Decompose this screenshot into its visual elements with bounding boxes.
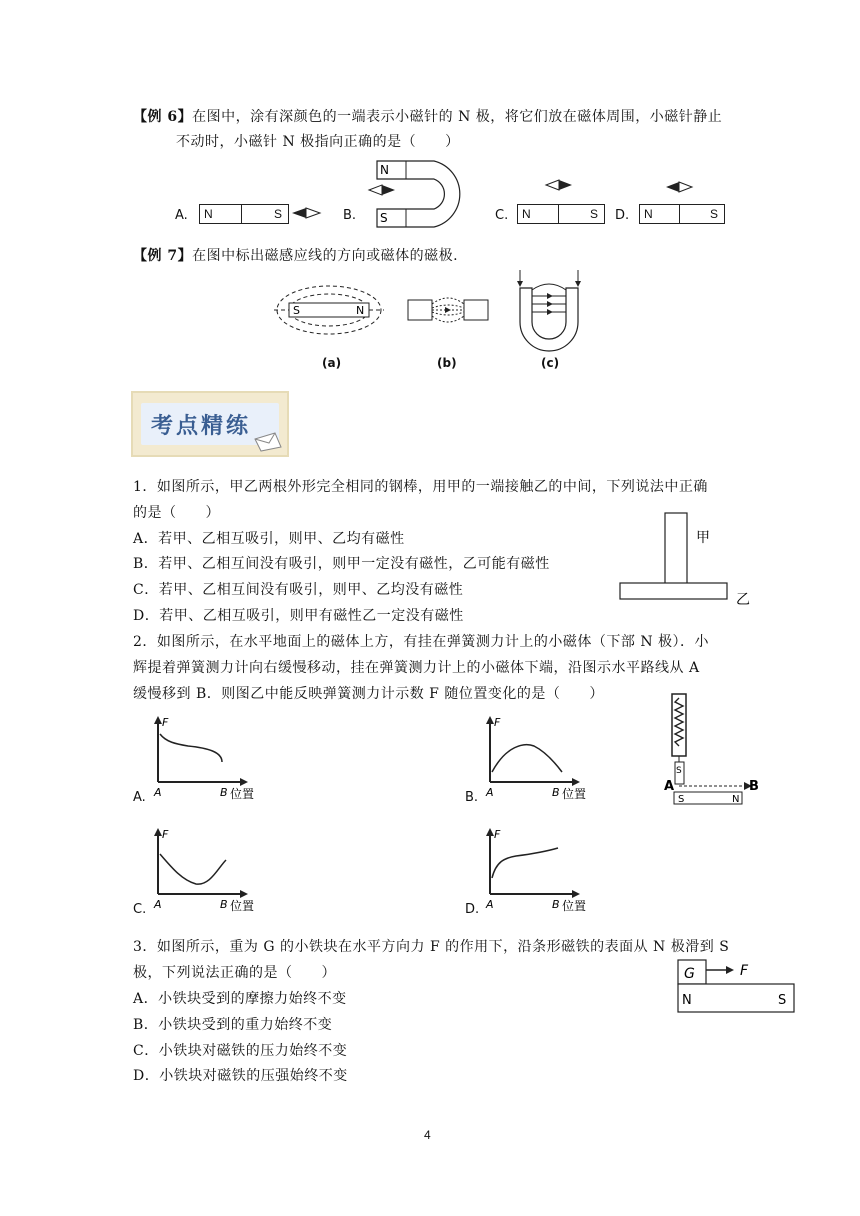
example-7-text: 在图中标出磁感应线的方向或磁体的磁极. [192, 248, 459, 264]
q2-b-end-label: B [552, 786, 560, 799]
q2-graph-c [148, 828, 268, 914]
q2-spring-scale-apparatus [662, 690, 762, 808]
ex6-c-bar-magnet [517, 204, 605, 224]
q1-label-jia: 甲 [696, 530, 710, 546]
q2-a-end-label: B [220, 786, 228, 799]
ex6-d-bar-magnet [639, 204, 725, 224]
q3-option-b: B．小铁块受到的重力始终不变 [133, 1017, 333, 1033]
q2-graph-a [148, 716, 268, 802]
ex7-a-s-label: S [293, 304, 300, 317]
q3-n-label: N [682, 993, 692, 1008]
q1-line-2: 的是（ ） [133, 505, 220, 521]
q2-line-3: 缓慢移到 B．则图乙中能反映弹簧测力计示数 F 随位置变化的是（ ） [133, 686, 604, 702]
q2-d-axis-label: 位置 [562, 899, 587, 913]
q2-c-start-label: A [154, 898, 162, 911]
q3-option-d: D．小铁块对磁铁的压强始终不变 [133, 1068, 348, 1084]
q2-graph-d [480, 828, 600, 914]
q2-d-start-label: A [486, 898, 494, 911]
ex6-c-n-pole: N [518, 205, 559, 223]
q3-option-c: C．小铁块对磁铁的压力始终不变 [133, 1043, 348, 1059]
section-title: 考点精练 [151, 413, 252, 439]
ex7-caption-c: (c) [541, 356, 560, 370]
q2-option-b: B. [465, 790, 479, 805]
ex6-c-compass-needle [546, 179, 574, 191]
ex6-d-s-pole: S [709, 207, 718, 221]
ex7-figure-b-field-lines [408, 294, 488, 326]
ex6-option-c: C. [495, 208, 509, 223]
q2-a-start-label: A [154, 786, 162, 799]
ex6-a-bar-magnet [199, 204, 289, 224]
envelope-icon [253, 431, 283, 453]
ex6-a-s-pole: S [273, 207, 282, 221]
q2-b-axis-label: 位置 [562, 787, 587, 801]
ex7-a-n-label: N [356, 304, 365, 317]
q1-option-a: A．若甲、乙相互吸引，则甲、乙均有磁性 [133, 531, 405, 547]
section-title-badge [131, 391, 289, 457]
q2-a-axis-label: 位置 [230, 787, 255, 801]
q2-ground-magnet-n: N [732, 794, 740, 805]
q2-line-2: 辉提着弹簧测力计向右缓慢移动，挂在弹簧测力计上的小磁体下端，沿图示水平路线从 A [133, 660, 700, 676]
example-6-line-1 [133, 106, 722, 126]
ex6-b-n-label: N [380, 163, 389, 177]
q2-d-end-label: B [552, 898, 560, 911]
ex6-d-compass-needle [666, 181, 694, 193]
q1-option-d: D．若甲、乙相互吸引，则甲有磁性乙一定没有磁性 [133, 608, 464, 624]
q1-label-yi: 乙 [736, 592, 750, 608]
ex7-caption-a: (a) [322, 356, 342, 370]
ex7-figure-c-u-magnet [512, 266, 586, 354]
q2-c-f-label: F [162, 828, 169, 841]
q3-line-2: 极，下列说法正确的是（ ） [133, 965, 336, 981]
q2-point-a: A [664, 779, 675, 794]
ex6-option-a: A. [175, 208, 188, 223]
q2-c-axis-label: 位置 [230, 899, 255, 913]
q3-option-a: A．小铁块受到的摩擦力始终不变 [133, 991, 347, 1007]
q2-ground-magnet-s: S [678, 794, 685, 805]
example-6-line-2: 不动时，小磁针 N 极指向正确的是（ ） [176, 134, 460, 150]
q3-g-label: G [684, 966, 695, 982]
example-6-text: 在图中，涂有深颜色的一端表示小磁针的 N 极，将它们放在磁体周围，小磁针静止 [192, 109, 723, 125]
q2-option-d: D. [465, 902, 480, 917]
ex6-option-b: B. [343, 208, 357, 223]
q1-steel-rods-figure [618, 510, 758, 606]
page-number: 4 [424, 1128, 432, 1142]
q1-option-b: B．若甲、乙相互间没有吸引，则甲一定没有磁性，乙可能有磁性 [133, 556, 550, 572]
ex7-caption-b: (b) [437, 356, 457, 370]
example-7-tag: 【例 7】 [133, 248, 193, 264]
q3-line-1: 3．如图所示，重为 G 的小铁块在水平方向力 F 的作用下，沿条形磁铁的表面从 N 极滑到 S [133, 939, 730, 955]
ex6-a-compass-needle [292, 207, 322, 219]
q3-f-label: F [740, 963, 749, 979]
q2-small-magnet-s: S [676, 766, 682, 776]
ex6-option-d: D. [615, 208, 630, 223]
q2-d-f-label: F [494, 828, 501, 841]
q1-option-c: C．若甲、乙相互间没有吸引，则甲、乙均没有磁性 [133, 582, 464, 598]
ex7-figure-a-field-lines [274, 280, 384, 340]
q2-b-start-label: A [486, 786, 494, 799]
ex6-d-n-pole: N [640, 205, 680, 223]
q2-b-f-label: F [494, 716, 501, 729]
ex6-c-s-pole: S [589, 207, 598, 221]
q2-c-end-label: B [220, 898, 228, 911]
q3-iron-block-figure [676, 958, 800, 1016]
ex6-a-n-pole: N [200, 205, 242, 223]
ex6-b-s-label: S [380, 211, 388, 225]
example-6-tag: 【例 6】 [133, 109, 193, 125]
q1-line-1: 1．如图所示，甲乙两根外形完全相同的钢棒，用甲的一端接触乙的中间，下列说法中正确 [133, 479, 708, 495]
q2-option-c: C. [133, 902, 147, 917]
q2-point-b: B [749, 779, 759, 794]
q2-option-a: A. [133, 790, 146, 805]
q2-a-f-label: F [162, 716, 169, 729]
q2-graph-b [480, 716, 600, 802]
example-7-line [133, 245, 458, 265]
ex6-b-compass-needle [369, 184, 397, 196]
q2-line-1: 2．如图所示，在水平地面上的磁体上方，有挂在弹簧测力计上的小磁体（下部 N 极）．小 [133, 634, 710, 650]
q3-s-label: S [778, 993, 787, 1008]
